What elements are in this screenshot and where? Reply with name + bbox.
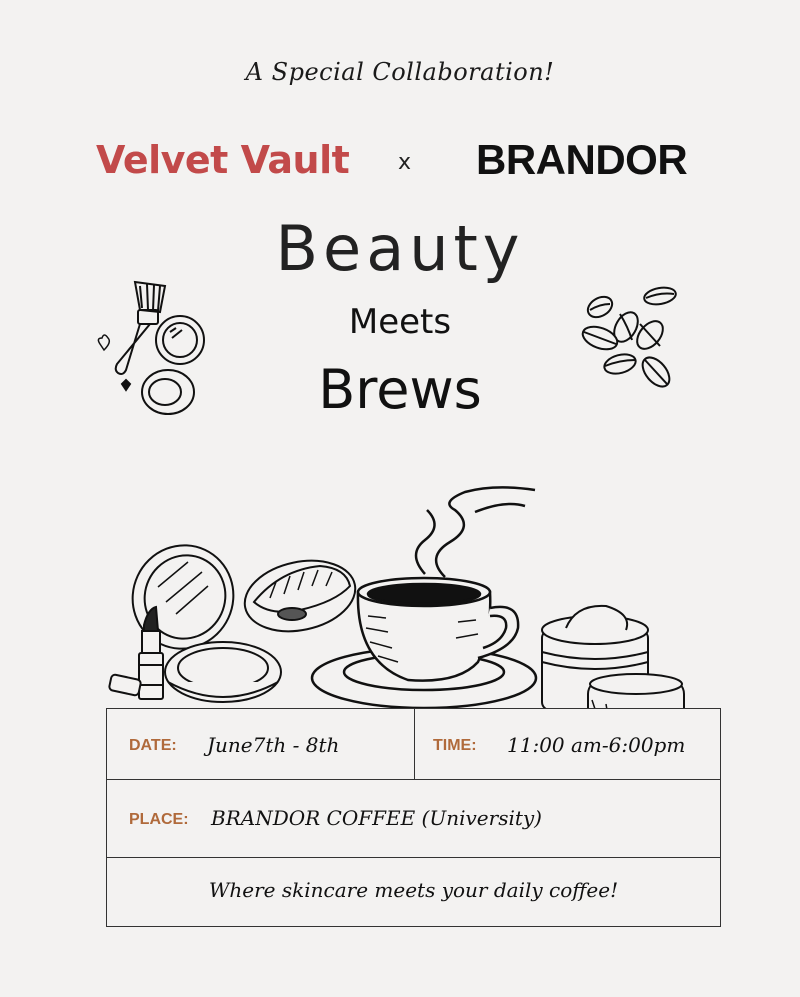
tagline: A Special Collaboration!	[245, 58, 555, 86]
date-label: DATE:	[129, 737, 177, 754]
makeup-brush-compact-icon	[90, 272, 220, 422]
title-brews: Brews	[318, 358, 482, 421]
coffee-beans-icon	[578, 282, 690, 394]
place-label: PLACE:	[129, 811, 189, 828]
brand-separator: x	[398, 150, 412, 175]
time-value: 11:00 am-6:00pm	[507, 733, 686, 757]
date-value: June7th - 8th	[207, 733, 340, 757]
steam-icon	[395, 482, 555, 582]
closing-row	[107, 858, 720, 926]
coffee-cup-icon	[308, 572, 540, 717]
event-details-table	[106, 708, 721, 927]
title-beauty: Beauty	[275, 212, 525, 285]
place-value: BRANDOR COFFEE (University)	[211, 806, 542, 830]
row-divider	[414, 709, 415, 779]
closing-text: Where skincare meets your daily coffee!	[208, 878, 619, 902]
time-label: TIME:	[433, 737, 477, 754]
lipstick-icon	[108, 605, 173, 705]
date-time-row	[107, 709, 720, 780]
brand-velvet-vault: Velvet Vault	[96, 138, 350, 182]
title-meets: Meets	[348, 302, 452, 342]
brand-brandor: BRANDOR	[476, 136, 688, 183]
place-row	[107, 780, 720, 858]
